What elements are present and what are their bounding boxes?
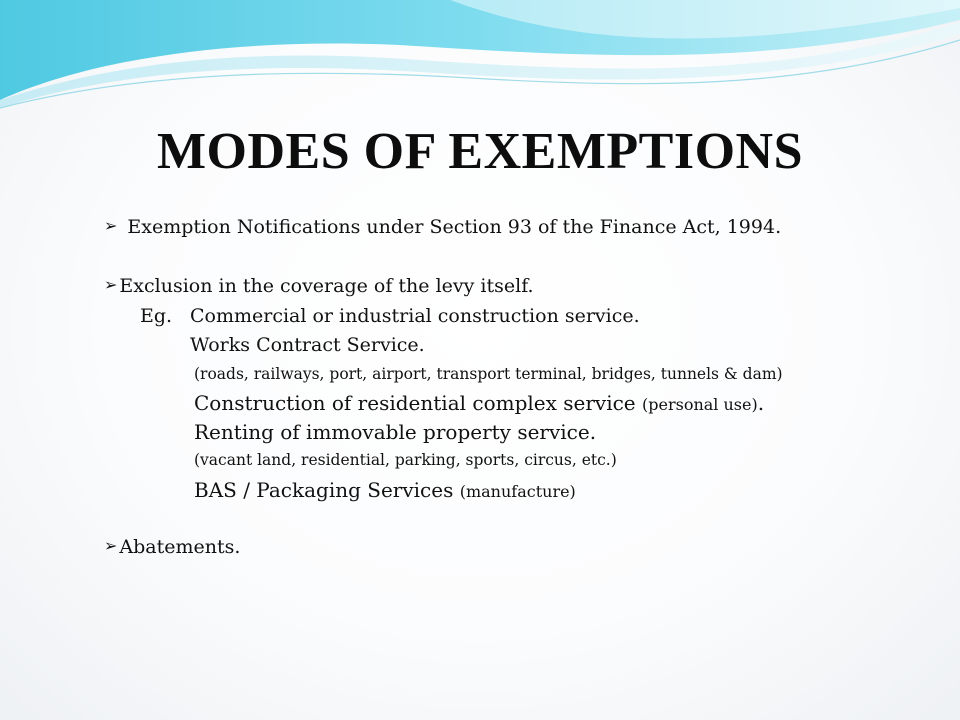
sub-item-bas-packaging — [194, 478, 576, 502]
bullet-item-exemption-notifications — [104, 216, 781, 238]
sub-item-paren: (manufacture) — [459, 482, 576, 501]
sub-item-paren: (personal use) — [642, 395, 758, 414]
arrowhead-bullet-icon: ➢ — [104, 275, 118, 294]
example-prefix: Eg. — [140, 305, 173, 327]
sub-item-suffix: . — [757, 391, 765, 415]
sub-item-works-contract: Works Contract Service. — [190, 334, 425, 356]
arrowhead-bullet-icon: ➢ — [104, 216, 118, 235]
example-text: Commercial or industrial construction service. — [190, 305, 640, 327]
sub-item-note-infrastructure: (roads, railways, port, airport, transport terminal, bridges, tunnels & dam) — [194, 365, 783, 383]
header-wave-decoration — [0, 0, 960, 120]
sub-item-renting: Renting of immovable property service. — [194, 420, 597, 444]
example-line — [140, 305, 640, 327]
arrowhead-bullet-icon: ➢ — [104, 536, 118, 555]
sub-item-residential-complex — [194, 391, 764, 415]
sub-item-text: BAS / Packaging Services — [194, 478, 460, 502]
bullet-text: Exemption Notifications under Section 93 of the Finance Act, 1994. — [127, 216, 782, 238]
sub-item-text: Construction of residential complex service — [194, 391, 642, 415]
bullet-text: Abatements. — [119, 536, 241, 558]
sub-item-note-renting: (vacant land, residential, parking, sports, circus, etc.) — [194, 451, 617, 469]
bullet-text: Exclusion in the coverage of the levy itself. — [119, 275, 534, 297]
bullet-item-abatements — [104, 536, 240, 558]
slide-title: MODES OF EXEMPTIONS — [156, 123, 804, 180]
bullet-item-exclusion — [104, 275, 534, 297]
